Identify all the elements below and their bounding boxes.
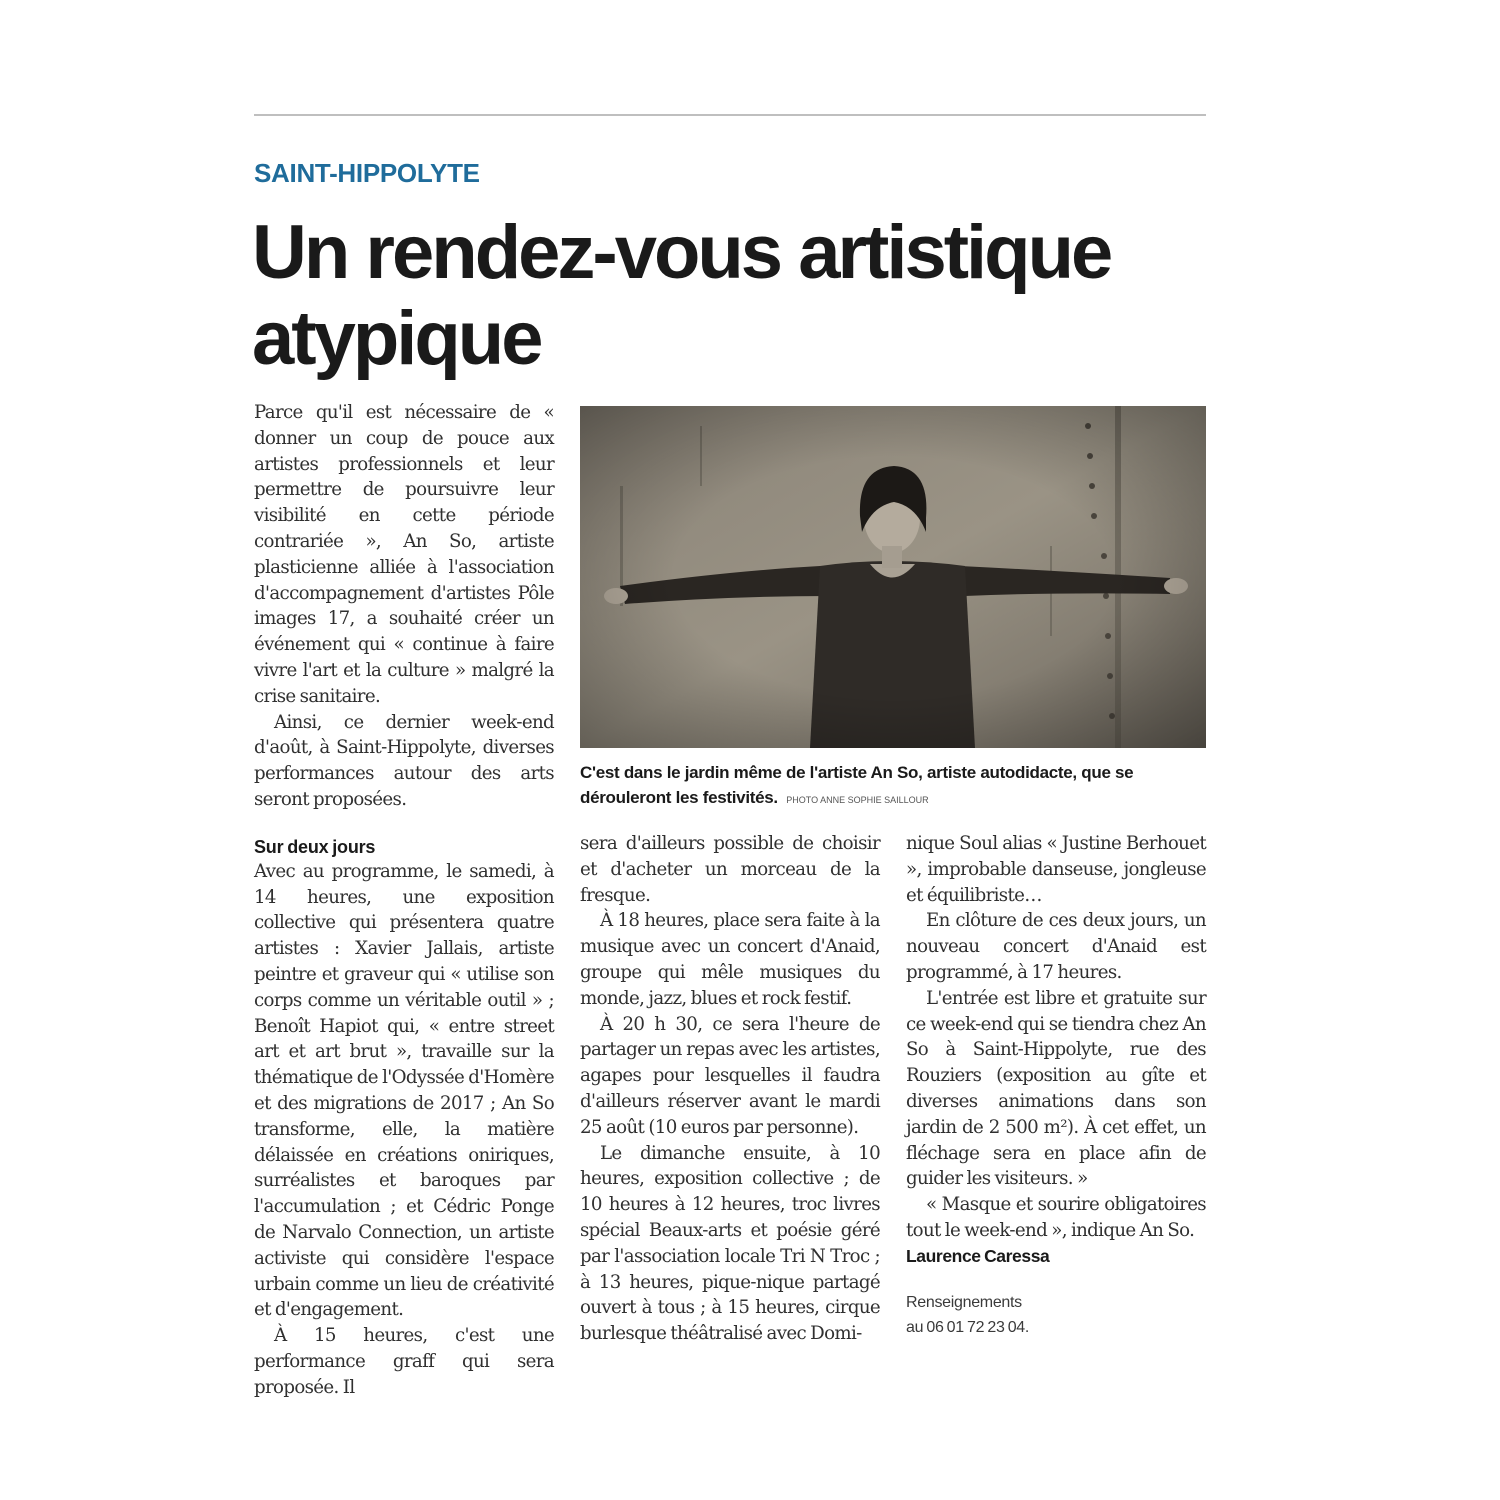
subheading: Sur deux jours bbox=[254, 836, 376, 857]
paragraph: À 15 heures, c'est une performance graff qui sera proposée. Il bbox=[254, 1325, 554, 1398]
paragraph: nique Soul alias « Justine Berhouet », improbable danseuse, jongleuse et équilibriste… bbox=[906, 833, 1206, 906]
paragraph: « Masque et sourire obligatoires tout le week-end », indique An So. bbox=[906, 1194, 1206, 1241]
info-label: Renseignements bbox=[906, 1293, 1022, 1311]
paragraph: sera d'ailleurs possible de choisir et d'acheter un morceau de la fresque. bbox=[580, 833, 880, 906]
article-headline: Un rendez-vous artistique atypique bbox=[252, 210, 1111, 381]
paragraph: À 20 h 30, ce sera l'heure de partager un repas avec les artistes, agapes pour lesquelles il faudra d'ailleurs réserver avant le mardi 25 août (10 euros par personne). bbox=[580, 1013, 880, 1138]
paragraph: En clôture de ces deux jours, un nouveau concert d'Anaid est programmé, à 17 heures. bbox=[906, 910, 1206, 983]
artist-photo-illustration bbox=[580, 406, 1206, 748]
info-phone: au 06 01 72 23 04. bbox=[906, 1318, 1030, 1336]
photo-caption bbox=[580, 760, 1220, 813]
photo-credit: PHOTO ANNE SOPHIE SAILLOUR bbox=[786, 795, 929, 805]
paragraph: L'entrée est libre et gratuite sur ce week-end qui se tiendra chez An So à Saint-Hippolyte, rue des Rouziers (exposition au gîte et diverses animations dans son jardin de 2 500 m²). À cet effet, un fléchage sera en place afin de guider les visiteurs. » bbox=[906, 987, 1206, 1190]
paragraph: Ainsi, ce dernier week-end d'août, à Saint-Hippolyte, diverses performances autour des arts seront proposées. bbox=[254, 711, 554, 810]
paragraph: Avec au programme, le samedi, à 14 heures, une exposition collective qui présentera quatre artistes : Xavier Jallais, artiste peintre et graveur qui « utilise son corps comme un véritable outil » ; Benoît Hapiot qui, « entre street art et art brut », travaille sur la thématique de l'Odyssée d'Homère et des migrations de 2017 ; An So transforme, elle, la matière délaissée en créations oniriques, surréalistes et baroques par l'accumulation ; et Cédric Ponge de Narvalo Connection, un artiste activiste qui considère l'espace urbain comme un lieu de créativité et d'engagement. bbox=[254, 860, 554, 1321]
article-photo bbox=[580, 406, 1206, 748]
author-signature: Laurence Caressa bbox=[906, 1245, 1050, 1266]
column-1 bbox=[254, 400, 554, 1400]
paragraph: Le dimanche ensuite, à 10 heures, exposition collective ; de 10 heures à 12 heures, troc livres spécial Beaux-arts et poésie géré par l'association locale Tri N Troc ; à 13 heures, pique-nique partagé ouvert à tous ; à 15 heures, cirque burlesque théâtralisé avec Domi- bbox=[580, 1142, 880, 1345]
info-box bbox=[906, 1290, 1206, 1340]
section-kicker: SAINT-HIPPOLYTE bbox=[254, 158, 480, 188]
column-2 bbox=[580, 831, 880, 1347]
caption-text: C'est dans le jardin même de l'artiste An So, artiste autodidacte, que se dérouleront les festivités. bbox=[580, 763, 1134, 807]
column-3 bbox=[906, 831, 1206, 1340]
paragraph: À 18 heures, place sera faite à la musique avec un concert d'Anaid, groupe qui mêle musiques du monde, jazz, blues et rock festif. bbox=[580, 910, 880, 1009]
top-rule bbox=[254, 114, 1206, 116]
paragraph: Parce qu'il est nécessaire de « donner un coup de pouce aux artistes professionnels et leur permettre de poursuivre leur visibilité en cette période contrariée », An So, artiste plasticienne alliée à l'association d'accompagnement d'artistes Pôle images 17, a souhaité créer un événement qui « continue à faire vivre l'art et la culture » malgré la crise sanitaire. bbox=[254, 402, 554, 707]
